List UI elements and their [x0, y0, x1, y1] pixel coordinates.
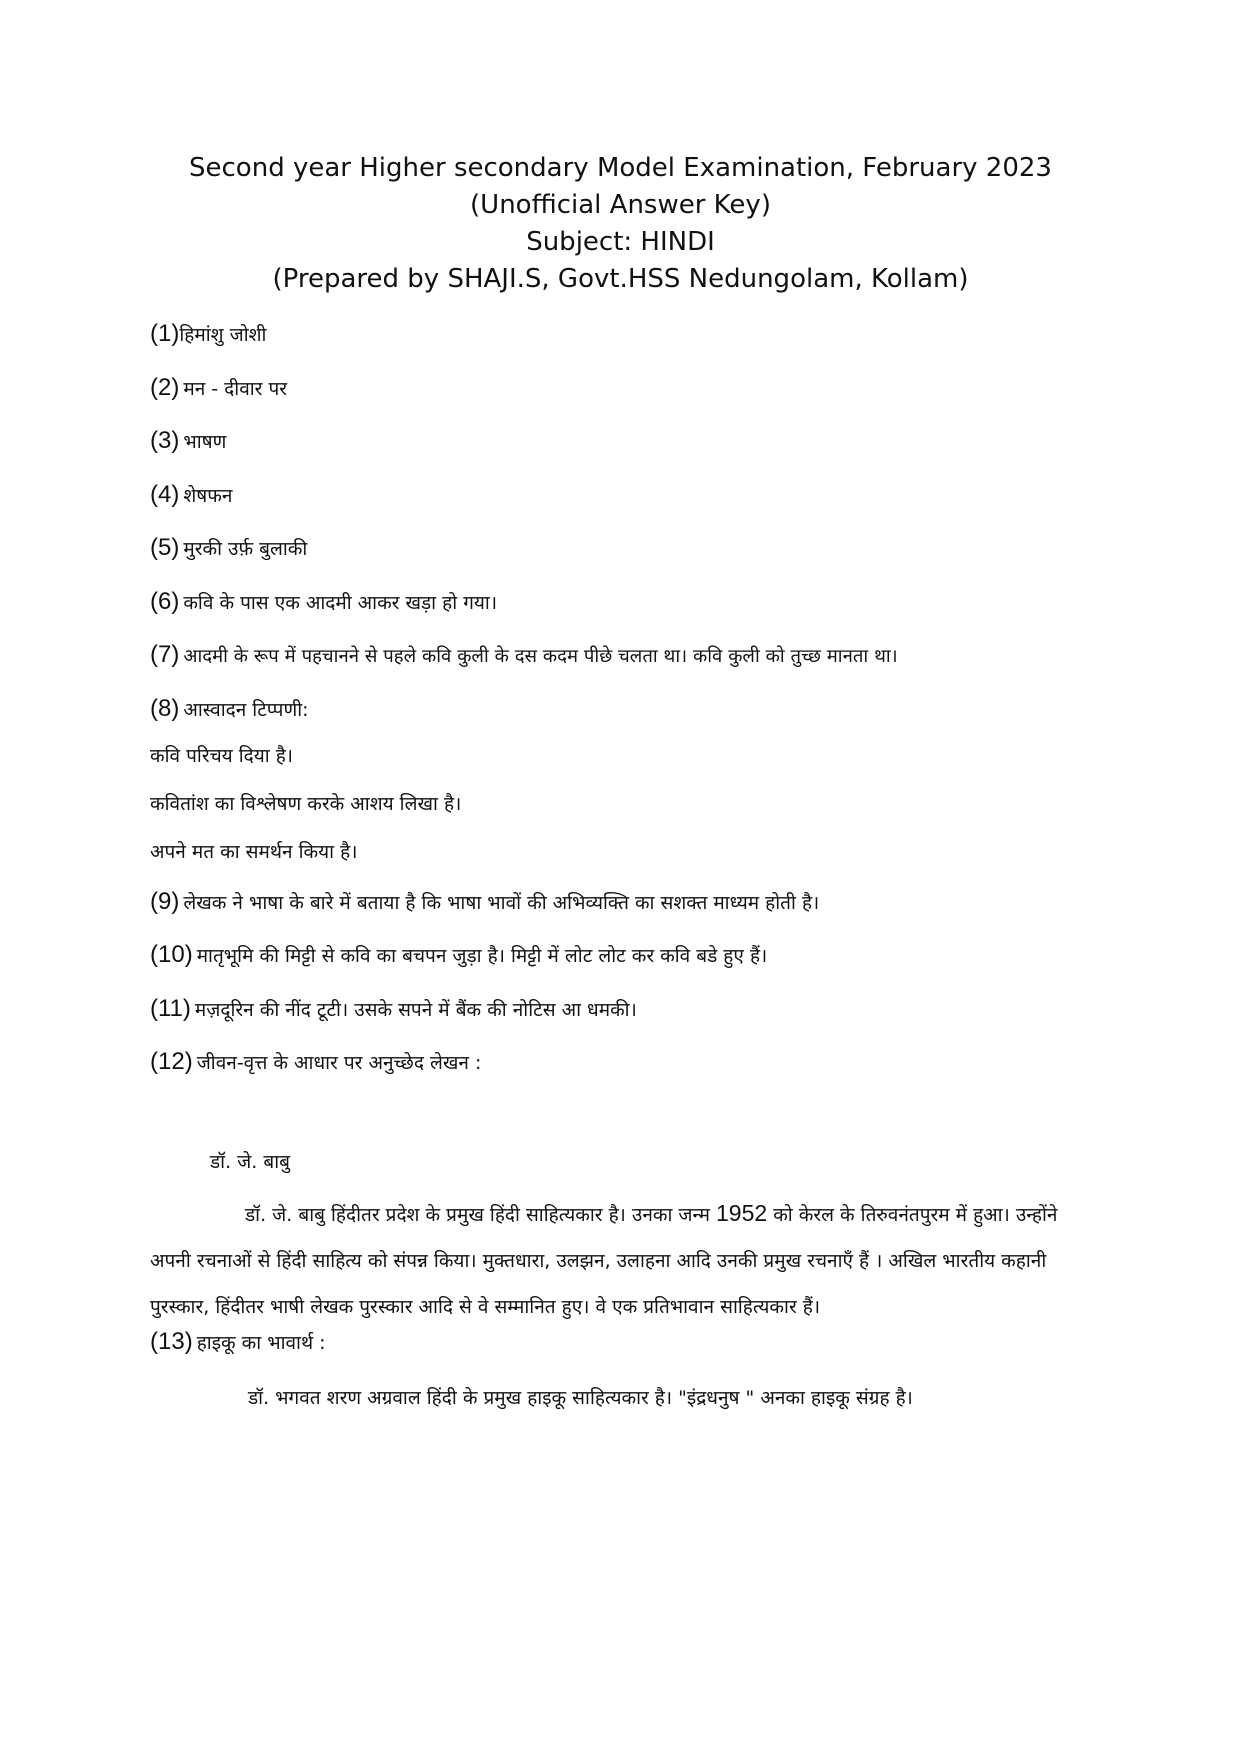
- paragraph-text: डॉ. भगवत शरण अग्रवाल हिंदी के प्रमुख हाइकू साहित्यकार है। "इंद्रधनुष " अनका हाइकू संग्रह है।: [248, 1387, 913, 1409]
- answer-number: (11): [150, 995, 191, 1022]
- answer-text: हाइकू का भावार्थ :: [196, 1332, 326, 1354]
- birth-year: 1952: [715, 1200, 768, 1226]
- answer-text: आस्वादन टिप्पणी:: [183, 699, 309, 721]
- q8-point-2: [150, 790, 461, 818]
- answer-text: मज़दूरिन की नींद टूटी। उसके सपने में बैंक की नोटिस आ धमकी।: [194, 999, 637, 1021]
- answer-number: (5): [150, 534, 180, 561]
- answer-1: [150, 320, 266, 349]
- answer-number: (8): [150, 695, 180, 722]
- q8-point-3: [150, 838, 357, 866]
- subject-label: Subject: HINDI: [526, 227, 715, 257]
- biography-title: डॉ. जे. बाबु: [210, 1151, 290, 1173]
- answer-text: मातृभूमि की मिट्टी से कवि का बचपन जुड़ा है। मिट्टी में लोट लोट कर कवि बडे हुए हैं।: [196, 945, 768, 967]
- answer-text: हिमांशु जोशी: [179, 324, 267, 346]
- answer-8: [150, 695, 309, 724]
- answer-13: [150, 1328, 326, 1357]
- answer-number: (3): [150, 427, 180, 454]
- paragraph-text-part1: डॉ. जे. बाबु हिंदीतर प्रदेश के प्रमुख हिंदी साहित्यकार है। उनका जन्म: [245, 1204, 716, 1226]
- answer-number: (9): [150, 888, 180, 915]
- answer-12: [150, 1048, 481, 1077]
- answer-text: जीवन-वृत्त के आधार पर अनुच्छेद लेखन :: [196, 1052, 482, 1074]
- answer-3: [150, 427, 226, 456]
- answer-number: (13): [150, 1328, 193, 1355]
- answer-text: मन - दीवार पर: [183, 378, 288, 400]
- answer-key-label: (Unofficial Answer Key): [470, 190, 771, 220]
- point-text: अपने मत का समर्थन किया है।: [150, 841, 358, 863]
- answer-text: शेषफन: [183, 485, 233, 507]
- exam-title: Second year Higher secondary Model Examination, February 2023: [189, 153, 1052, 183]
- answer-10: [150, 941, 767, 970]
- answer-text: भाषण: [183, 431, 227, 453]
- answer-number: (12): [150, 1048, 193, 1075]
- answer-text: आदमी के रूप में पहचानने से पहले कवि कुली के दस कदम पीछे चलता था। कवि कुली को तुच्छ मानता था।: [183, 646, 898, 667]
- answer-5: [150, 534, 307, 563]
- q12-title: [210, 1148, 290, 1176]
- answer-9: [150, 888, 819, 917]
- answer-4: [150, 481, 232, 510]
- q12-paragraph: [150, 1190, 1095, 1330]
- q13-paragraph: [248, 1384, 913, 1412]
- answer-text: कवि के पास एक आदमी आकर खड़ा हो गया।: [183, 592, 498, 614]
- answer-number: (6): [150, 588, 180, 615]
- answer-number: (1): [150, 320, 180, 347]
- author-credit: (Prepared by SHAJI.S, Govt.HSS Nedungolam, Kollam): [272, 264, 969, 294]
- point-text: कवितांश का विश्लेषण करके आशय लिखा है।: [150, 793, 462, 815]
- answer-number: (4): [150, 481, 180, 508]
- answer-text: मुरकी उर्फ़ बुलाकी: [183, 538, 308, 560]
- q8-point-1: [150, 742, 293, 770]
- answer-text: लेखक ने भाषा के बारे में बताया है कि भाषा भावों की अभिव्यक्ति का सशक्त माध्यम होती है।: [183, 892, 820, 914]
- paragraph-text-part2: को केरल के तिरुवनंतपुरम में हुआ। उन्होंने अपनी रचनाओं से हिंदी साहित्य को संपन्न किया। मुक्तधारा, उलझन, उलाहना आदि उनकी प्रमुख रचनाएँ हैं । अखिल भारतीय कहानी पुरस्कार, हिंदीतर भाषी लेखक पुरस्कार आदि से वे सम्मानित हुए। वे एक प्रतिभावान साहित्यकार हैं।: [150, 1204, 1058, 1318]
- point-text: कवि परिचय दिया है।: [150, 745, 294, 767]
- answer-2: [150, 374, 287, 403]
- document-header: [0, 150, 1241, 298]
- answer-number: (10): [150, 941, 193, 968]
- answer-7: [150, 641, 898, 671]
- answer-number: (7): [150, 641, 180, 668]
- answer-11: [150, 995, 637, 1024]
- answer-number: (2): [150, 374, 180, 401]
- answer-6: [150, 588, 497, 617]
